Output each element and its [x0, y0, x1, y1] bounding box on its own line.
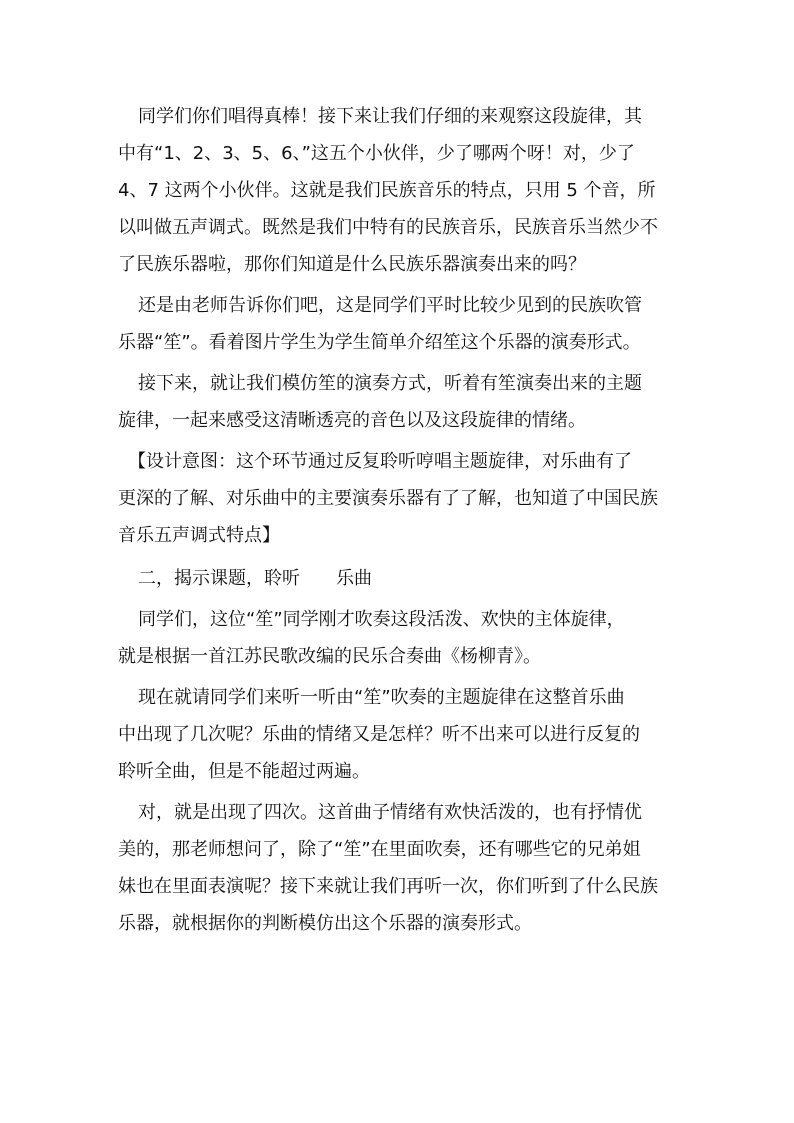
paragraph-line: 还是由老师告诉你们吧，这是同学们平时比较少见到的民族吹管: [138, 295, 642, 316]
paragraph-line: 音乐五声调式特点】: [118, 525, 280, 546]
paragraph-line: 乐器“笙”。看着图片学生为学生简单介绍笙这个乐器的演奏形式。: [118, 332, 641, 353]
paragraph-line: 同学们你们唱得真棒！接下来让我们仔细的来观察这段旋律，其: [138, 106, 642, 127]
paragraph-line: 美的，那老师想问了，除了“笙”在里面吹奏，还有哪些它的兄弟姐: [118, 839, 641, 860]
paragraph-line: 【设计意图：这个环节通过反复聆听哼唱主题旋律，对乐曲有了: [128, 451, 632, 472]
paragraph-line: 就是根据一首江苏民歌改编的民乐合奏曲《杨柳青》。: [118, 646, 541, 667]
paragraph-line: 聆听全曲，但是不能超过两遍。: [118, 761, 370, 782]
paragraph-line: 中出现了几次呢？乐曲的情绪又是怎样？听不出来可以进行反复的: [118, 724, 640, 745]
paragraph-line: 接下来，就让我们模仿笙的演奏方式，听着有笙演奏出来的主题: [138, 373, 642, 394]
paragraph-line: 同学们，这位“笙”同学刚才吹奏这段活泼、欢快的主体旋律，: [138, 609, 625, 630]
paragraph-line: 4、7 这两个小伙伴。这就是我们民族音乐的特点，只用 5 个音，所: [118, 180, 656, 201]
paragraph-imitate-sheng: [118, 365, 680, 439]
paragraph-line: 乐器，就根据你的判断模仿出这个乐器的演奏形式。: [118, 913, 532, 934]
paragraph-line: 以叫做五声调式。既然是我们中特有的民族音乐，民族音乐当然少不: [118, 217, 658, 238]
document-body: [118, 98, 680, 946]
paragraph-listen-question: [118, 679, 680, 790]
paragraph-line: 中有“1、2、3、5、6、”这五个小伙伴，少了哪两个呀！对，少了: [118, 143, 635, 164]
paragraph-line: 了民族乐器啦，那你们知道是什么民族乐器演奏出来的吗？: [118, 254, 586, 275]
paragraph-design-intent: [118, 443, 680, 554]
paragraph-line: 妹也在里面表演呢？接下来就让我们再听一次，你们听到了什么民族: [118, 876, 658, 897]
paragraph-praise-melody: [118, 98, 680, 283]
section-heading: [118, 560, 680, 597]
section-heading-text: 二，揭示课题，聆听 乐曲: [138, 568, 372, 589]
paragraph-four-times: [118, 794, 680, 942]
paragraph-line: 现在就请同学们来听一听由“笙”吹奏的主题旋律在这整首乐曲: [138, 687, 625, 708]
paragraph-line: 旋律，一起来感受这清晰透亮的音色以及这段旋律的情绪。: [118, 410, 586, 431]
paragraph-yangliuqing: [118, 601, 680, 675]
paragraph-line: 对，就是出现了四次。这首曲子情绪有欢快活泼的，也有抒情优: [138, 802, 642, 823]
paragraph-sheng-intro: [118, 287, 680, 361]
paragraph-line: 更深的了解、对乐曲中的主要演奏乐器有了了解，也知道了中国民族: [118, 488, 658, 509]
